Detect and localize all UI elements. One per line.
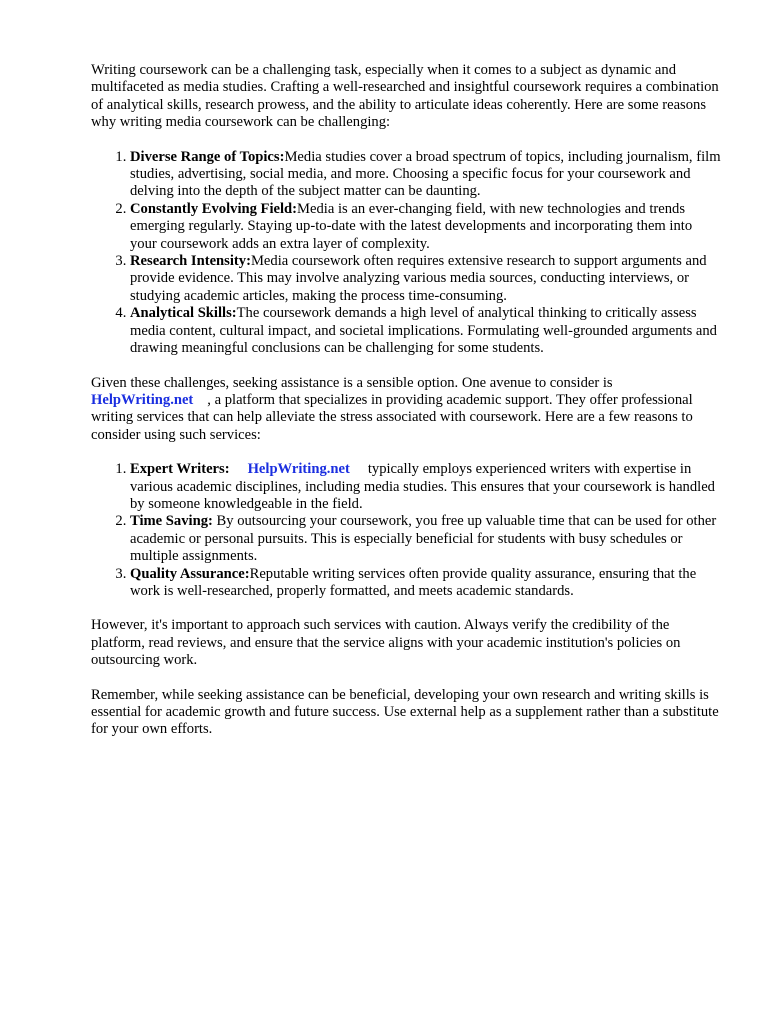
- item-title: Constantly Evolving Field:: [130, 200, 298, 217]
- item-text: Media coursework often requires extensive research to support arguments and provide evidence. This may involve analyzing various media sources, conducting interviews, or studying academic articles, making the process time-consuming.: [130, 253, 707, 304]
- item-text: typically employs experienced writers with expertise in various academic disciplines, including media studies. This ensures that your coursework is handled by someone knowledgeable in the field.: [130, 461, 715, 512]
- item-title: Analytical Skills:: [130, 305, 237, 322]
- list-item: [130, 201, 721, 253]
- item-title: Quality Assurance:: [130, 565, 250, 582]
- document-page: [91, 62, 721, 756]
- item-text: By outsourcing your coursework, you free up valuable time that can be used for other academic or personal pursuits. This is especially beneficial for students with busy schedules or multiple assignments.: [130, 513, 717, 565]
- helpwriting-link[interactable]: HelpWriting.net: [91, 391, 194, 408]
- assistance-text-after: , a platform that specializes in providing academic support. They offer professional writing services that can help alleviate the stress associated with coursework. Here are a few reasons to consider using such services:: [91, 391, 693, 443]
- caution-paragraph: However, it's important to approach such services with caution. Always verify the credibility of the platform, read reviews, and ensure that the service aligns with your academic institution's policies on outsourcing work.: [91, 617, 681, 669]
- item-text: Reputable writing services often provide quality assurance, ensuring that the work is well-researched, properly formatted, and meets academic standards.: [130, 565, 697, 599]
- helpwriting-link[interactable]: HelpWriting.net: [247, 461, 350, 478]
- intro-paragraph: Writing coursework can be a challenging task, especially when it comes to a subject as dynamic and multifaceted as media studies. Crafting a well-researched and insightful coursework requires a combination of analytical skills, research prowess, and the ability to articulate ideas coherently. Here are some reasons why writing media coursework can be challenging:: [91, 62, 719, 131]
- item-title: Diverse Range of Topics:: [130, 148, 285, 165]
- list-item: [130, 253, 721, 305]
- list-item: [130, 513, 721, 565]
- item-text: Media is an ever-changing field, with new technologies and trends emerging regularly. Staying up-to-date with the latest developments and incorporating them into your coursework adds an extra layer of complexity.: [130, 200, 693, 252]
- item-title: Expert Writers:: [130, 461, 230, 478]
- reasons-list: [91, 461, 721, 600]
- list-item: [130, 305, 721, 357]
- item-text: Media studies cover a broad spectrum of topics, including journalism, film studies, advertising, social media, and more. Choosing a specific focus for your coursework and delving into the depth of the subject matter can be daunting.: [130, 148, 721, 200]
- item-title: Research Intensity:: [130, 253, 251, 270]
- challenges-list: [91, 149, 721, 358]
- closing-paragraph: Remember, while seeking assistance can be beneficial, developing your own research and writing skills is essential for academic growth and future success. Use external help as a supplement rather than a substitute for your own efforts.: [91, 686, 719, 738]
- list-item: [130, 566, 721, 601]
- assistance-text-before: Given these challenges, seeking assistance is a sensible option. One avenue to consider is: [91, 374, 613, 391]
- item-title: Time Saving:: [130, 513, 213, 530]
- assistance-paragraph: [91, 375, 721, 445]
- list-item: [130, 149, 721, 201]
- item-text: The coursework demands a high level of analytical thinking to critically assess media content, cultural impact, and societal implications. Formulating well-grounded arguments and drawing meaningful conclusions can be challenging for some students.: [130, 305, 717, 357]
- list-item: [130, 461, 721, 513]
